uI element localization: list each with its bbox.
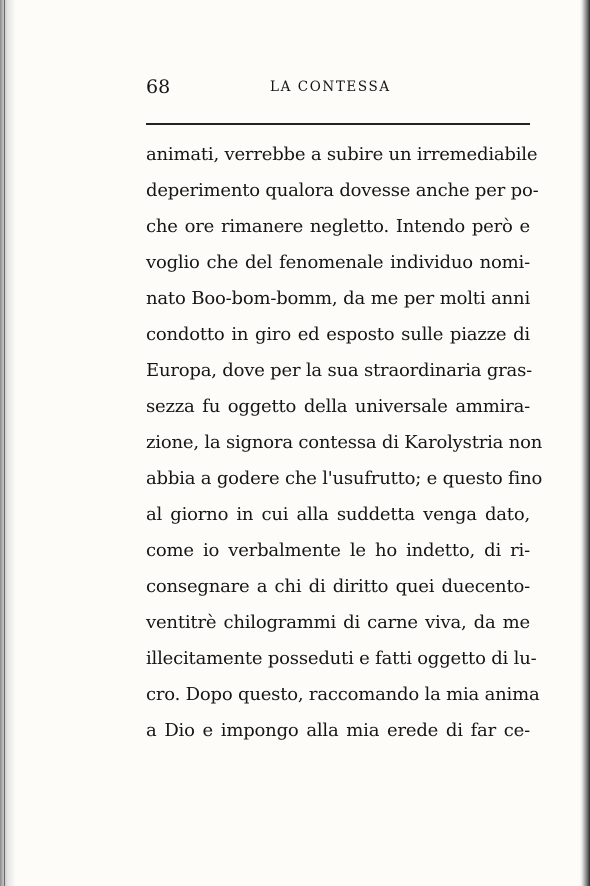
text-line: cro. Dopo questo, raccomando la mia anima <box>146 684 540 705</box>
text-line: condotto in giro ed esposto sulle piazze di <box>146 324 530 345</box>
text-line: animati, verrebbe a subire un irremediabile <box>146 144 538 165</box>
text-line: sezza fu oggetto della universale ammira- <box>146 396 530 417</box>
page-right-edge <box>580 0 590 886</box>
text-line: zione, la signora contessa di Karolystria non <box>146 432 543 453</box>
text-line: voglio che del fenomenale individuo nomi- <box>146 252 530 273</box>
header-rule <box>146 123 530 125</box>
text-line: come io verbalmente le ho indetto, di ri- <box>146 540 530 561</box>
page-spine-line <box>4 0 5 886</box>
text-line: consegnare a chi di diritto quei duecento- <box>146 576 530 597</box>
text-line: nato Boo-bom-bomm, da me per molti anni <box>146 288 530 309</box>
text-line: a Dio e impongo alla mia erede di far ce- <box>146 720 530 741</box>
text-line: che ore rimanere negletto. Intendo però e <box>146 216 530 237</box>
text-line: illecitamente posseduti e fatti oggetto di lu- <box>146 648 537 669</box>
text-line: ventitrè chilogrammi di carne viva, da me <box>146 612 530 633</box>
text-line: Europa, dove per la sua straordinaria gras- <box>146 360 533 381</box>
page-number: 68 <box>146 76 171 98</box>
page-header <box>146 72 530 102</box>
text-line: al giorno in cui alla suddetta venga dato, <box>146 504 530 525</box>
page-spine-shadow <box>0 0 16 886</box>
text-line: deperimento qualora dovesse anche per po- <box>146 180 539 201</box>
running-title: LA CONTESSA <box>270 79 391 95</box>
text-line: abbia a godere che l'usufrutto; e questo fino <box>146 468 543 489</box>
body-text <box>146 137 543 749</box>
